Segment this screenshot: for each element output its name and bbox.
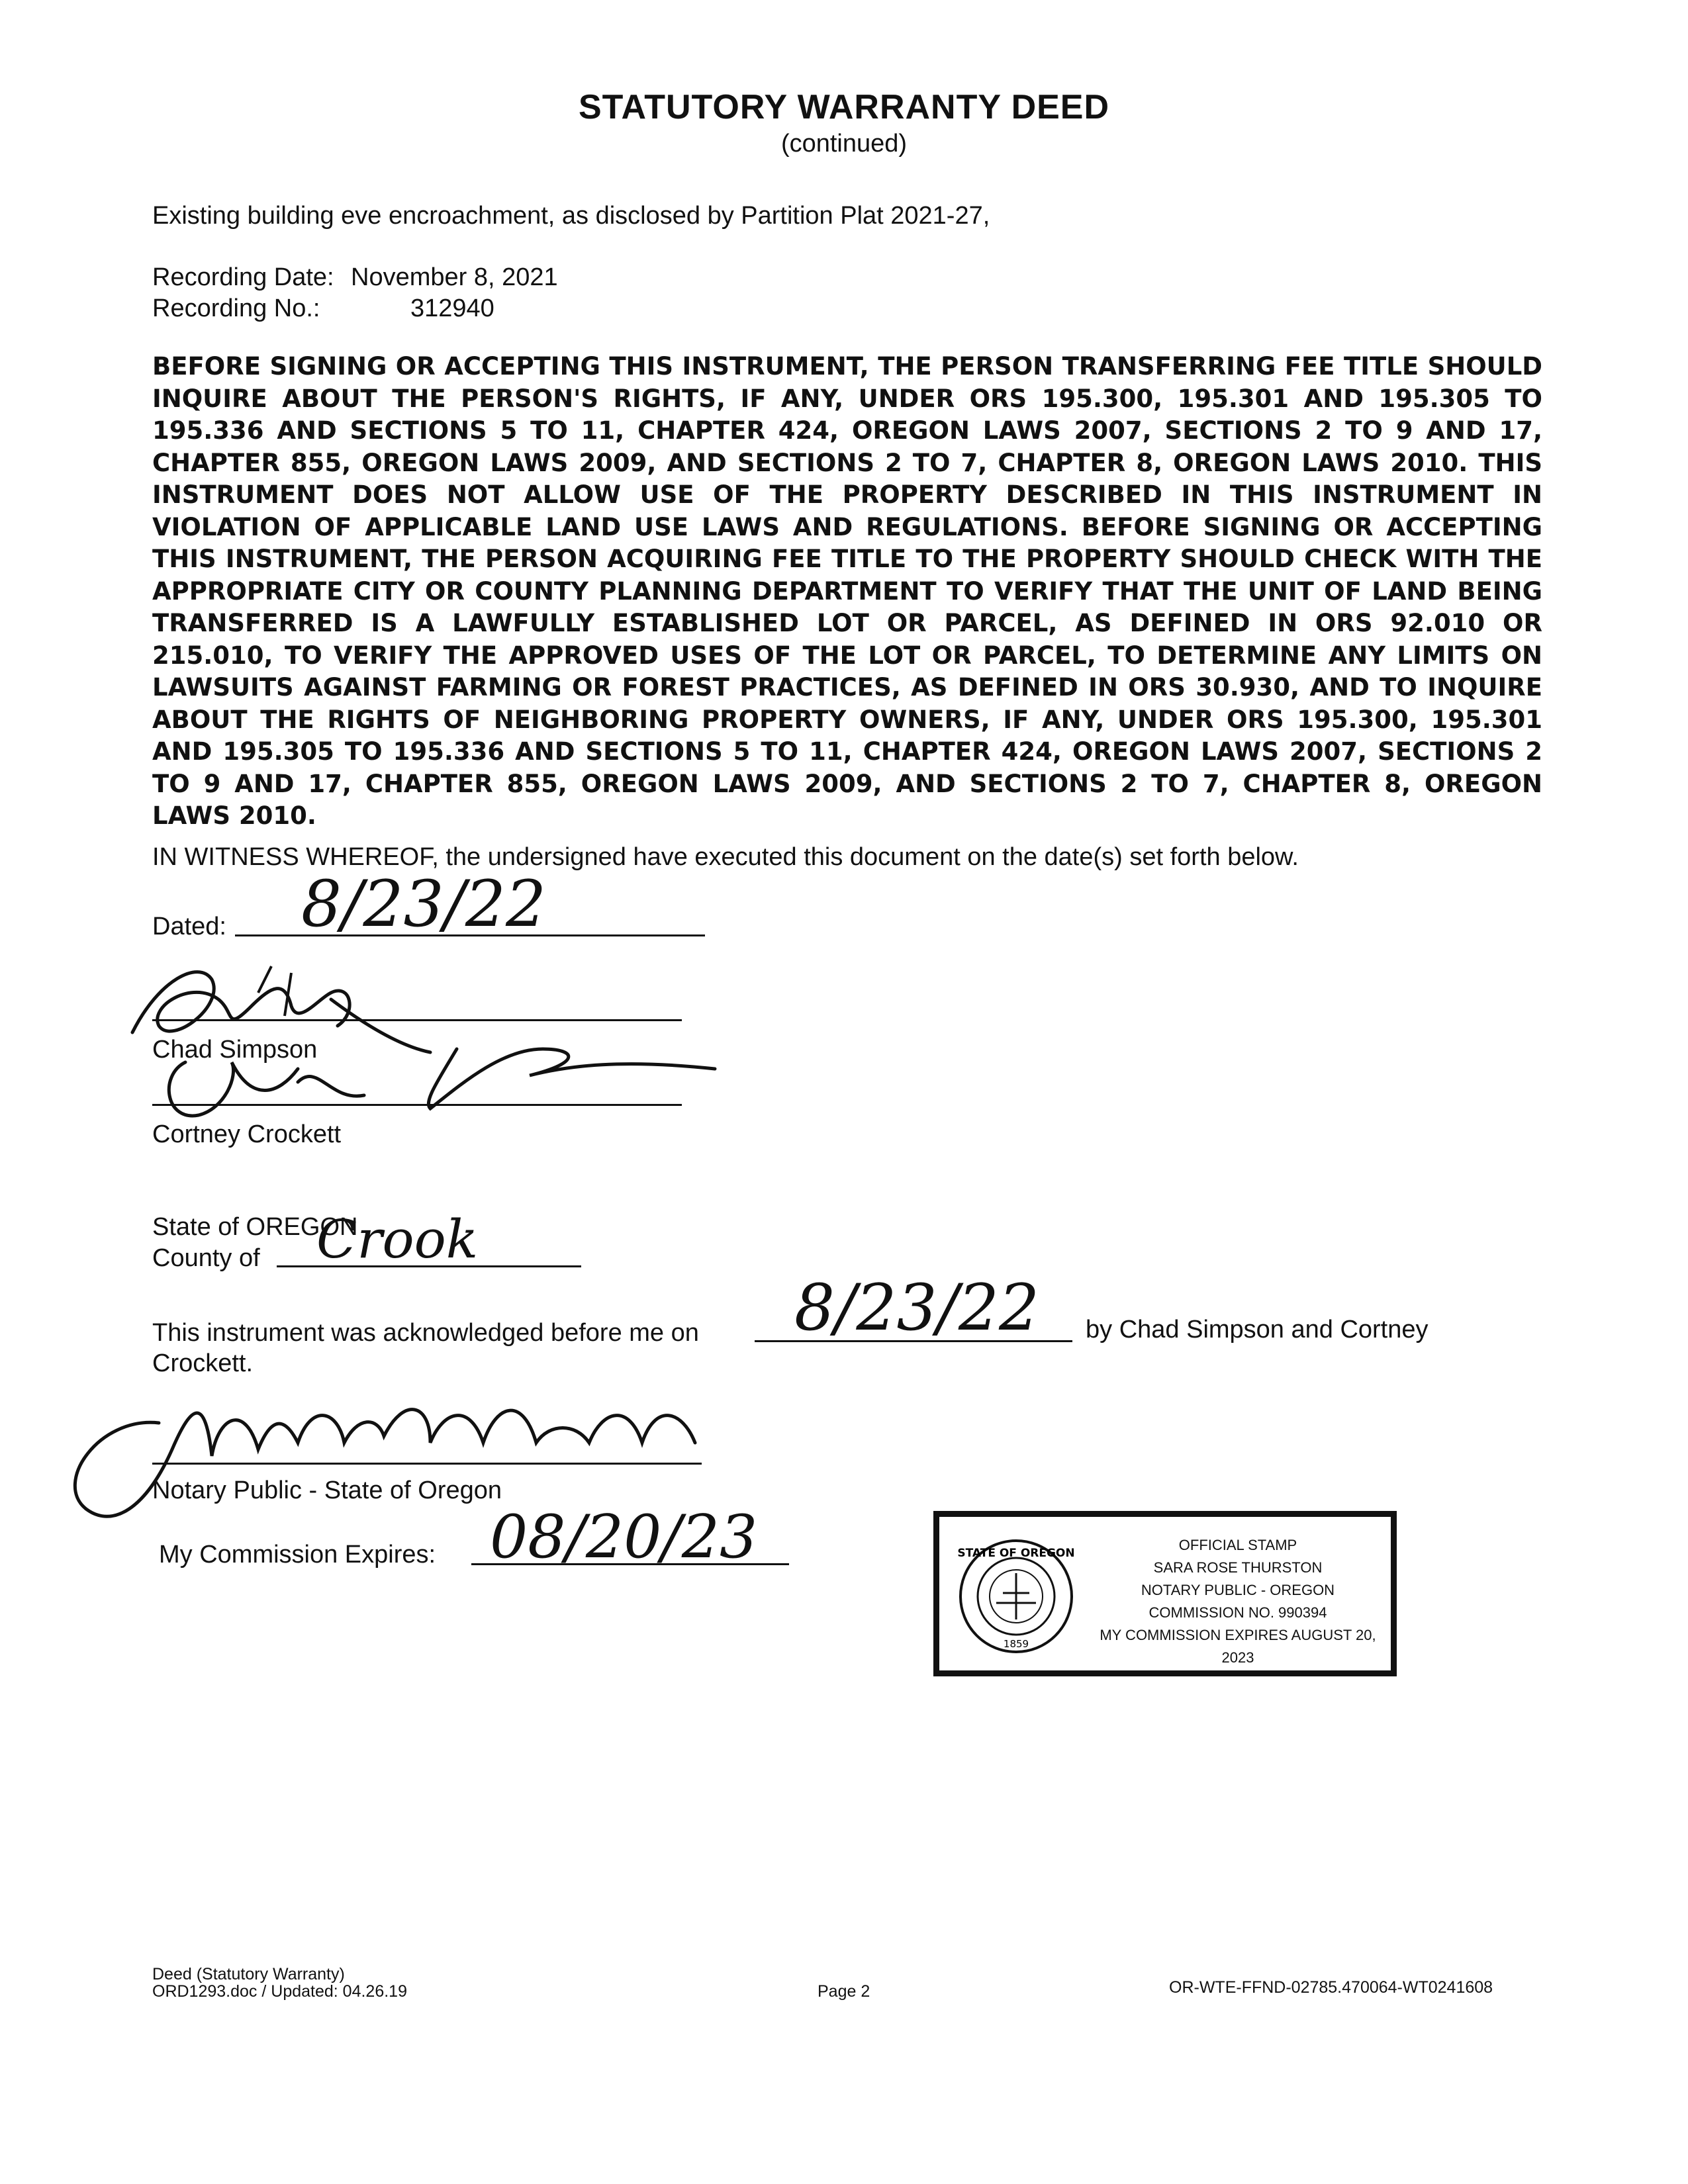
- acknowledgment-prefix: This instrument was acknowledged before me on: [152, 1319, 699, 1347]
- county-label: County of: [152, 1244, 260, 1272]
- stamp-line: MY COMMISSION EXPIRES AUGUST 20, 2023: [1100, 1627, 1376, 1666]
- ors-warning-paragraph: BEFORE SIGNING OR ACCEPTING THIS INSTRUMENT, THE PERSON TRANSFERRING FEE TITLE SHOULD INQUIRE ABOUT THE PERSON'S RIGHTS, IF ANY, UNDER ORS 195.300, 195.301 AND 195.305 TO 195.336 AND SECTIONS 5 TO 11, CHAPTER 424, OREGON LAWS 2007, SECTIONS 2 TO 9 AND 17, CHAPTER 855, OREGON LAWS 2009, AND SECTIONS 2 TO 7, CHAPTER 8, OREGON LAWS 2010. THIS INSTRUMENT DOES NOT ALLOW USE OF THE PROPERTY DESCRIBED IN THIS INSTRUMENT IN VIOLATION OF APPLICABLE LAND USE LAWS AND REGULATIONS. BEFORE SIGNING OR ACCEPTING THIS INSTRUMENT, THE PERSON ACQUIRING FEE TITLE TO THE PROPERTY SHOULD CHECK WITH THE APPROPRIATE CITY OR COUNTY PLANNING DEPARTMENT TO VERIFY THAT THE UNIT OF LAND BEING TRANSFERRED IS A LAWFULLY ESTABLISHED LOT OR PARCEL, AS DEFINED IN ORS 92.010 OR 215.010, TO VERIFY THE APPROVED USES OF THE LOT OR PARCEL, TO DETERMINE ANY LIMITS ON LAWSUITS AGAINST FARMING OR FOREST PRACTICES, AS DEFINED IN ORS 30.930, AND TO INQUIRE ABOUT THE RIGHTS OF NEIGHBORING PROPERTY OWNERS, IF ANY, UNDER ORS 195.300, 195.301 AND 195.305 TO 195.336 AND SECTIONS 5 TO 11, CHAPTER 424, OREGON LAWS 2007, SECTIONS 2 TO 9 AND 17, CHAPTER 855, OREGON LAWS 2009, AND SECTIONS 2 TO 7, CHAPTER 8, OREGON LAWS 2010.: [152, 352, 1542, 830]
- footer-order-number: OR-WTE-FFND-02785.470064-WT0241608: [1169, 1978, 1493, 1997]
- stamp-line: SARA ROSE THURSTON: [1153, 1559, 1323, 1576]
- acknowledgment-date-handwritten: 8/23/22: [794, 1271, 1040, 1345]
- notary-signature-line: [152, 1463, 702, 1465]
- signature-line-2: [152, 1104, 682, 1106]
- state-line: State of OREGON: [152, 1213, 358, 1241]
- signature-line-1: [152, 1019, 682, 1021]
- county-handwritten: Crook: [316, 1208, 479, 1270]
- seal-year: 1859: [1003, 1638, 1029, 1650]
- dated-handwritten: 8/23/22: [301, 867, 547, 941]
- notary-official-stamp: [933, 1511, 1397, 1676]
- notary-label: Notary Public - State of Oregon: [152, 1477, 502, 1504]
- recording-date-label: Recording Date:: [152, 263, 334, 291]
- recording-no-label: Recording No.:: [152, 295, 320, 322]
- stamp-line: NOTARY PUBLIC - OREGON: [1141, 1582, 1335, 1598]
- stamp-line: COMMISSION NO. 990394: [1149, 1604, 1327, 1621]
- commission-handwritten: 08/20/23: [490, 1502, 758, 1572]
- signer2-name: Cortney Crockett: [152, 1120, 342, 1148]
- commission-label: My Commission Expires:: [159, 1541, 436, 1569]
- oregon-state-seal-icon: [957, 1537, 1076, 1656]
- acknowledgment-suffix-2: Crockett.: [152, 1349, 254, 1377]
- stamp-text-block: [1092, 1534, 1384, 1669]
- acknowledgment-suffix: by Chad Simpson and Cortney: [1086, 1316, 1429, 1343]
- footer-doc-file: ORD1293.doc / Updated: 04.26.19: [152, 1982, 407, 2001]
- document-title: STATUTORY WARRANTY DEED: [578, 88, 1110, 126]
- footer-doc-name: Deed (Statutory Warranty): [152, 1965, 345, 1983]
- exception-text: Existing building eve encroachment, as disclosed by Partition Plat 2021-27,: [152, 202, 990, 230]
- stamp-line: OFFICIAL STAMP: [1178, 1537, 1297, 1553]
- document-subtitle: (continued): [780, 130, 908, 158]
- recording-date-value: November 8, 2021: [351, 263, 558, 291]
- seal-text: STATE OF OREGON: [957, 1547, 1075, 1560]
- witness-statement: IN WITNESS WHEREOF, the undersigned have executed this document on the date(s) set forth below.: [152, 843, 1299, 871]
- dated-label: Dated:: [152, 913, 226, 940]
- signer1-name: Chad Simpson: [152, 1036, 318, 1064]
- footer-page-number: Page 2: [818, 1982, 870, 2001]
- recording-no-value: 312940: [410, 295, 494, 322]
